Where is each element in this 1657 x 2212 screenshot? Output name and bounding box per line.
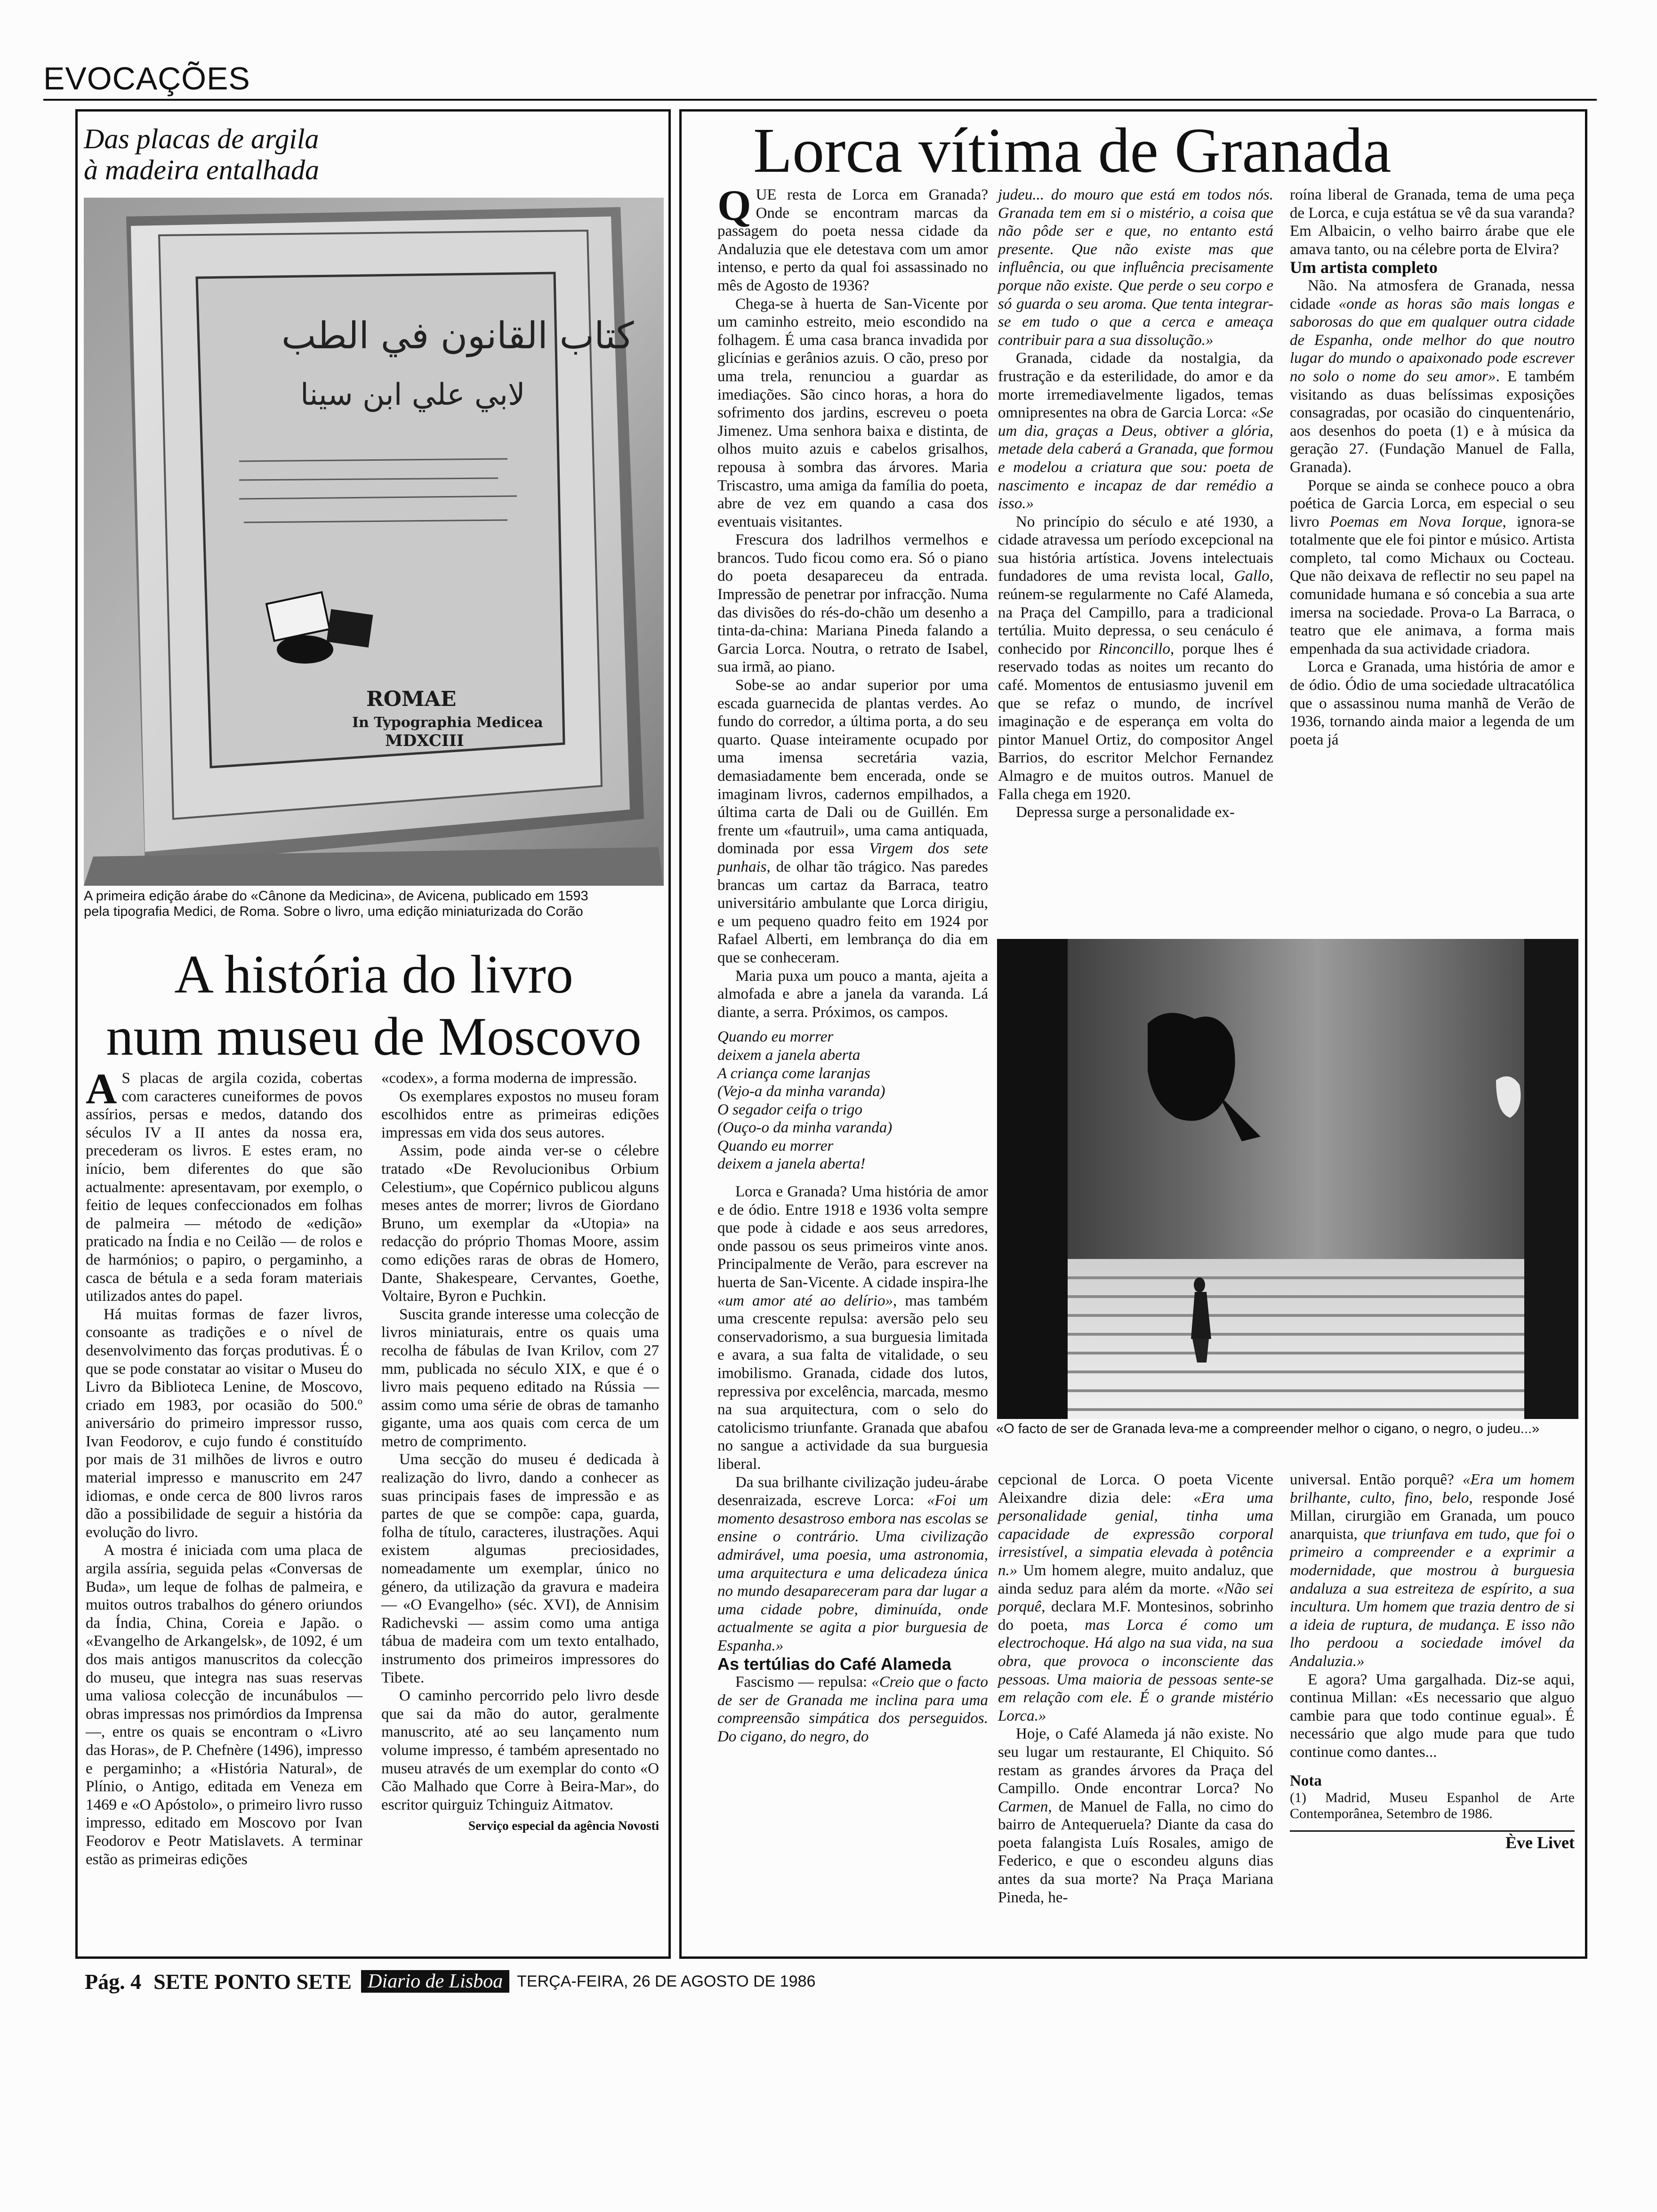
right-col1-p1: UE resta de Lorca em Granada? Onde se encontram marcas da passagem do poeta nessa cidade da Andaluzia que ele detestava com um amor intenso, e perto da qual foi assassinado no mês de Agosto de 1936?: [717, 186, 988, 294]
right-col3-p3b: , ignora-se totalmente que ele foi pintor e músico. Artista completo, tal como Michaux ou Cocteau. Que não deixava de reflectir no seu papel na comunidade humana e só concebia a sua arte imersa na sociedade. Prova-o La Barraca, o teatro que ele animava, a forma mais empenhada da sua actividade criadora.: [1290, 513, 1575, 657]
montesinos-quote-1: «Não sei porquê: [998, 1580, 1273, 1616]
right-column-3-bottom: [1290, 1471, 1575, 1852]
right-col3-p2-quote: «onde as horas são mais longas e saborosas do que em qualquer outra cidade de Espanha, onde melhor do que noutro lugar do mundo o apaixonado pode escrever no solo o nome do seu amor»: [1290, 295, 1575, 385]
subhead-tertulias: As tertúlias do Café Alameda: [717, 1654, 951, 1674]
footer-date: TERÇA-FEIRA, 26 DE AGOSTO DE 1986: [517, 1972, 816, 1990]
right-col2b-p2: Hoje, o Café Alameda já não existe. No seu lugar um restaurante, El Chiquito. Só restam as grandes árvores da Praça del Campillo. Onde encontrar Lorca? No: [998, 1725, 1273, 1797]
poem-line: deixem a janela aberta: [717, 1046, 861, 1064]
aleixandre-quote: «Era uma personalidade genial, tinha uma capacidade de expressão corporal irresistível, a simpatia elevada à potência n.»: [998, 1489, 1273, 1579]
right-col3b-p1a: universal. Então porquê?: [1290, 1471, 1463, 1488]
rinconcillo: Rinconcillo: [1098, 640, 1170, 657]
poem-line: O segador ceifa o trigo: [717, 1101, 862, 1118]
right-col2b-p1c: , declara M.F. Montesinos, sobrinho do poeta,: [998, 1598, 1273, 1634]
right-col3-p3a: Porque se ainda se conhece pouco a obra poética de Garcia Lorca, em especial o seu livro: [1290, 477, 1575, 530]
lorca-photo-caption: «O facto de ser de Granada leva-me a compreender melhor o cigano, o negro, o judeu...»: [996, 1421, 1540, 1436]
right-col1-p6: Lorca e Granada? Uma história de amor e de ódio. Entre 1918 e 1936 volta sempre que pode à cidade e aos seus arredores, onde passou os seus primeiros vinte anos. Principalmente de Verão, para escrever na huerta de San-Vicente. A cidade inspira-lhe: [717, 1183, 988, 1291]
left-headline: [84, 944, 664, 1068]
left-col2-p1: «codex», a forma moderna de impressão.: [381, 1070, 637, 1087]
section-label: EVOCAÇÕES: [43, 61, 250, 96]
right-col2b-p1b: Um homem alegre, muito andaluz, que ainda seduz para além da morte.: [998, 1562, 1273, 1597]
right-col1-p3: Frescura dos ladrilhos vermelhos e brancos. Tudo ficou como era. Só o piano do poeta desapareceu da entrada. Impressão de penetrar por infracção. Numa das divisões do rés-do-chão um desenho a tinta-da-china: Mariana Pineda falando a Garcia Lorca. Noutra, o retrato de Isabel, sua irmã, ao piano.: [717, 531, 988, 676]
subhead-artista: Um artista completo: [1290, 258, 1438, 277]
amor-delirio: «um amor até ao delírio»: [717, 1292, 893, 1309]
footer: [85, 1967, 815, 1996]
right-col3b-p1b: responde José Millan, cirurgião em Granada, um pouco anarquista,: [1290, 1489, 1575, 1543]
right-col1-p4b: , de olhar tão trágico. Nas paredes brancas um cartaz da Barraca, teatro universitário ambulante que Lorca dirigiu, e um pequeno quadro feito em 1924 por Rafael Alberti, em lembrança do dia em que se conheceram.: [717, 858, 988, 966]
note-text: (1) Madrid, Museu Espanhol de Arte Contemporânea, Setembro de 1986.: [1290, 1790, 1575, 1822]
arabic-title-2: لابي علي ابن سينا: [300, 377, 525, 412]
lorca-photo: [997, 939, 1578, 1419]
right-col3-p4: Lorca e Granada, uma história de amor e de ódio. Ódio de uma sociedade ultracatólica que o assassinou numa manhã de Verão de 1936, tornando ainda maior a legenda de um poeta já: [1290, 658, 1575, 748]
left-col2-p5: Uma secção do museu é dedicada à realização do livro, dando a conhecer as suas principais fases de impressão e as partes de que se compõe: capa, guarda, folha de título, caracteres, ilustrações. Aqui existem algumas preciosidades, nomeadamente um exemplar, único no género, da utilização da gravura e madeira — «O Evangelho» (séc. XVI), de Annisim Radichevski — assim como uma antiga tábua de madeira com um texto entalhado, instrumento dos primeiros impressores do Tibete.: [381, 1451, 659, 1686]
left-headline-line-2: num museu de Moscovo: [106, 1007, 642, 1067]
poem-line: (Ouço-o da minha varanda): [717, 1119, 893, 1137]
footer-masthead: Diario de Lisboa: [361, 1970, 509, 1993]
kicker-line-1: Das placas de argila: [84, 123, 319, 154]
note-title: Nota: [1290, 1772, 1322, 1789]
left-headline-line-1: A história do livro: [174, 945, 573, 1005]
caption-line-2: pela tipografia Medici, de Roma. Sobre o livro, uma edição miniaturizada do Corão: [84, 904, 583, 919]
right-col2-p2: Granada, cidade da nostalgia, da frustração e da esterilidade, do amor e da morte irremediavelmente ligados, temas omnipresentes na obra de Garcia Lorca:: [998, 350, 1273, 422]
kicker-line-2: à madeira entalhada: [84, 154, 319, 185]
section-rule: [43, 99, 1597, 101]
right-headline: Lorca vítima de Granada: [753, 115, 1392, 186]
tertulias-start: Fascismo — repulsa:: [735, 1674, 872, 1691]
right-column-2: [998, 186, 1273, 822]
left-col2-p3: Assim, pode ainda ver-se o célebre tratado «De Revolucionibus Orbium Celestium», que Copérnico publicou alguns meses antes de morrer; livros de Giordano Bruno, um exemplar da «Utopia» na redacção do próprio Thomas Moore, assim como edições raras de obras de Homero, Dante, Shakespeare, Cervantes, Goethe, Voltaire, Byron e Puchkin.: [381, 1142, 659, 1305]
author-byline: Ève Livet: [1505, 1833, 1575, 1852]
tertulias-quote: «Creio que o facto de ser de Granada me inclina para uma compreensão simpática dos perseguidos. Do cigano, do negro, do: [717, 1674, 988, 1745]
agency-credit: Serviço especial da agência Novosti: [468, 1819, 659, 1833]
poem-line: deixem a janela aberta!: [717, 1155, 866, 1173]
imprint-city: ROMAE: [366, 687, 457, 711]
book-illustration: [84, 198, 664, 886]
montesinos-quote-2: mas Lorca é como um electrochoque. Há algo na sua vida, na sua obra, que provoca o inconsciente das pessoas. Uma maioria de pessoas sente-se em relação com ele. É o grande mistério Lorca.»: [998, 1616, 1273, 1724]
right-col2-p3c: , porque lhes é reservado todas as noites um recanto do café. Momentos de entusiasmo juvenil em que se refaz o mundo, de incrível imaginação e de esperança em volta do pintor Manuel Ortiz, do compositor Angel Barrios, do escritor Melchor Fernandez Almagro e de muitos outros. Manuel de Falla chega em 1920.: [998, 640, 1273, 803]
poem-line: Quando eu morrer: [717, 1028, 834, 1046]
right-col2-p2-quote: «Se um dia, graças a Deus, obtiver a glória, metade dela caberá a Granada, que formou e modelou a criatura que sou: poeta de nascimento e incapaz de dar remédio a isso.»: [998, 404, 1273, 513]
left-col1-p3: A mostra é iniciada com uma placa de argila assíria, seguida pelas «Conversas de Buda», um leque de folhas de palmeira, e muitos outros trabalhos do género oriundos da Índia, China, Coreia e Japão. o «Evangelho de Arkangelsk», de 1092, é um dos mais antigos manuscritos da colecção do museu, que integra nas suas reservas uma valiosa colecção de incunábulos — obras impressas nos primórdios da Imprensa —, entre os quais se encontram o «Livro das Horas», de P. Chefnère (1496), impresso e pergaminho; a «História Natural», de Plínio, o Antigo, editada em Veneza em 1469 e «O Apóstolo», o primeiro livro russo impresso, editado em Moscovo por Ivan Feodorov e Peotr Matislavets. A terminar estão as primeiras edições: [86, 1542, 362, 1868]
left-col1-p1: S placas de argila cozida, cobertas com caracteres cuneiformes de povos assírios, persas e medos, datando dos séculos IV a II antes da nossa era, precederam os livros. E estes eram, no início, bem diferentes do que são actualmente: apresentavam, por exemplo, o feitio de leques confeccionados em folhas de palmeira — método de «edição» praticado na Índia e no Ceilão — de rolos e de harmónios; o papiro, o pergaminho, a casca de bétula e a seda foram materiais utilizados antes do papel.: [86, 1070, 362, 1305]
virgem-title: Virgem dos sete punhais: [717, 840, 988, 875]
quote-foi: «Foi um momento desastroso embora nas escolas se ensine o contrário. Uma civilização admirável, uma poesia, uma astronomia, uma arquitectura e uma delicadeza única no mundo desapareceram para dar lugar a uma cidade pobre, diminuída, onde actualmente se agita a pior burguesia de Espanha.»: [717, 1492, 988, 1654]
right-col1-p7: Da sua brilhante civilização judeu-árabe desenraizada, escreve Lorca:: [717, 1474, 988, 1509]
poem-line: (Vejo-a da minha varanda): [717, 1083, 885, 1100]
carmen-title: Carmen: [998, 1798, 1048, 1815]
left-col2-p2: Os exemplares expostos no museu foram escolhidos entre as primeiras edições impressas em vida dos seus autores.: [381, 1088, 659, 1141]
author-rule: [1290, 1830, 1575, 1832]
left-col2-p4: Suscita grande interesse uma colecção de livros miniaturais, entre os quais uma recolha de fábulas de Ivan Krilov, com 27 mm, publicada no século XIX, e que é o livro mais pequeno editado na Rússia — assim como uma série de obras de tamanho gigante, uma aos quais com cerca de um metro de comprimento.: [381, 1306, 659, 1450]
right-col2-p3b: , reúnem-se regularmente no Café Alameda, na Praça del Campillo, para a tradicional tertúlia. Muito depressa, o seu cenáculo é conhecido por: [998, 568, 1273, 657]
right-col3-p1: roína liberal de Granada, tema de uma peça de Lorca, e cuja estátua se vê da sua varanda? Em Albaicin, o velho bairro árabe que ele amava tanto, ou na célebre porta de Elvira?: [1290, 186, 1575, 258]
imprint-press: In Typographia Medicea: [352, 714, 543, 731]
poem-line: A criança come laranjas: [717, 1065, 870, 1082]
millan-quote-1: «Era um homem brilhante, culto, fino, belo,: [1290, 1471, 1575, 1507]
right-col3-p2a: Não. Na atmosfera de Granada, nessa cidade: [1290, 277, 1575, 313]
right-col2b-p2b: , de Manuel de Falla, no cimo do bairro de Antequeruela? Diante da casa do poeta falangista Luís Rosales, amigo de Federico, e que o escondeu alguns dias antes da sua morte? Na Praça Mariana Pineda, he-: [998, 1798, 1273, 1906]
imprint-year: MDXCIII: [385, 731, 464, 750]
right-dropcap: Q: [717, 181, 751, 229]
left-col2-p6: O caminho percorrido pelo livro desde que sai da mão do autor, geralmente manuscrito, até ao seu lançamento num volume impresso, é também apresentado no museu através de um exemplar do conto «O Cão Malhado que Corre à Beira-Mar», do escritor quirguiz Tchinguiz Aitmatov.: [381, 1687, 659, 1813]
millan-quote-2: que triunfava em tudo, que foi o primeiro a compreender e a exprimir a modernidade, que mostrou à burguesia andaluza a sua estreiteza de espírito, a sua incultura. Um homem que trazia dentro de si a ideia de ruptura, de mudança. E isso não lho perdoou a sociedade imóvel da Andaluzia.»: [1290, 1525, 1575, 1670]
book-photo: [84, 198, 664, 886]
poem-line: Quando eu morrer: [717, 1137, 834, 1154]
gallo: Gallo: [1234, 568, 1270, 585]
right-col1-p5: Maria puxa um pouco a manta, ajeita a almofada e abre a janela da varanda. Lá diante, a serra. Próximos, os campos.: [717, 967, 988, 1021]
right-column-1: [717, 181, 988, 1746]
arabic-title-1: كتاب القانون في الطب: [282, 315, 634, 357]
right-col2b-p1a: cepcional de Lorca. O poeta Vicente Aleixandre dizia dele:: [998, 1471, 1273, 1507]
footer-page: Pág. 4: [85, 1969, 142, 1994]
kicker: [84, 123, 319, 185]
left-col1-p2: Há muitas formas de fazer livros, consoante as tradições e o nível de desenvolvimento das forças produtivas. É o que se pode constatar ao visitar o Museu do Livro da Biblioteca Lenine, de Moscovo, criado em 1983, por ocasião do 500.º aniversário do primeiro impressor russo, Ivan Feodorov, e cujo fundo é constituído por mais de 31 milhões de livros e outro material impresso e manuscrito em 247 idiomas, e onde cerca de 800 livros raros dão a possibilidade de seguir a história da evolução do livro.: [86, 1306, 362, 1541]
left-dropcap: A: [86, 1065, 117, 1113]
stairway-photo: [997, 939, 1578, 1419]
right-col1-p2: Chega-se à huerta de San-Vicente por um caminho estreito, meio escondido na folhagem. É uma casa branca invadida por glicínias e gerânios azuis. O cão, preso por uma trela, renunciou a guardar as imediações. São cinco horas, a hora do sofrimento dos jardins, escreveu o poeta Jimenez. Uma senhora baixa e distinta, de olhos muito azuis e cabelos grisalhos, repousa à sombra das árvores. Maria Triscastro, uma amiga da família do poeta, abre de vez em quando a casa dos eventuais visitantes.: [717, 295, 988, 530]
right-col3b-p2: E agora? Uma gargalhada. Diz-se aqui, continua Millan: «Es necessario que alguo cambie para que todo continue egual». É necessário que algo mude para que tudo continue como dantes...: [1290, 1671, 1575, 1761]
left-column-1: [86, 1065, 362, 1868]
book-photo-caption: [84, 889, 668, 920]
caption-line-1: A primeira edição árabe do «Cânone da Medicina», de Avicena, publicado em 1593: [84, 889, 588, 904]
footer-section: SETE PONTO SETE: [153, 1969, 352, 1994]
poem: [717, 1028, 988, 1173]
right-col1-p6b: , mas também uma crescente repulsa: aversão pelo seu conservadorismo, a sua burguesia limitada e avara, a sua falta de vitalidade, o seu imobilismo. Granada, cidade dos lutos, repressiva por excelência, marcada, mesmo na sua arquitectura, com o selo do catolicismo triunfante. Granada que abafou no sangue a actividade da sua burguesia liberal.: [717, 1292, 988, 1473]
right-column-3: [1290, 186, 1575, 749]
right-col1-p4: Sobe-se ao andar superior por uma escada guarnecida de plantas verdes. Ao fundo do corredor, a última porta, a do seu quarto. Quase inteiramente ocupado por uma imensa secretária vazia, demasiadamente bem encerada, onde se imaginam livros, cadernos empilhados, a última carta de Dali ou de Guillén. Em frente um «fautruil», uma cama antiquada, dominada por essa: [717, 677, 988, 858]
right-col2-p4: Depressa surge a personalidade ex-: [1016, 804, 1235, 821]
right-col2-quote-end: judeu... do mouro que está em todos nós. Granada tem em si o mistério, a coisa que não pôde ser e que, no entanto está presente. Que não existe mas que influência, ou que influência precisamente porque não existe. Que perde o seu corpo e só guarda o seu aroma. Que tenta integrar-se em tudo o que a cerca e ameaça contribuir para a sua dissolução.»: [998, 186, 1273, 349]
right-column-2-bottom: [998, 1471, 1273, 1907]
right-col3-p2b: . E também visitando as duas belíssimas exposições consagradas, por ocasião do cinquentenário, aos desenhos do poeta (1) e à música da geração 27. (Fundação Manuel de Falla, Granada).: [1290, 368, 1575, 476]
poemas-title: Poemas em Nova Iorque: [1329, 513, 1503, 530]
left-column-2: [381, 1069, 659, 1835]
right-col2-p3a: No princípio do século e até 1930, a cidade atravessa um período excepcional na sua história artística. Jovens intelectuais fundadores de uma revista local,: [998, 513, 1273, 585]
